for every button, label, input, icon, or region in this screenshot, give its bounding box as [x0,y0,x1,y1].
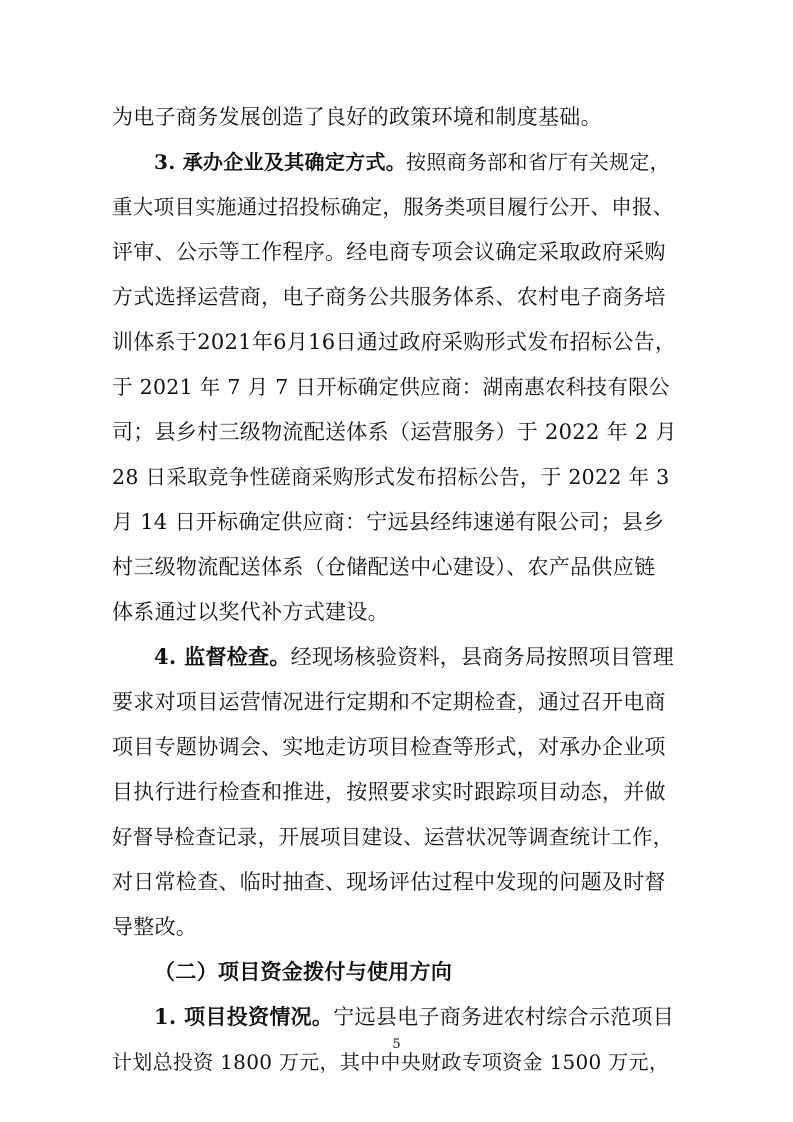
text-line-2: 3. 承办企业及其确定方式。按照商务部和省厅有关规定， [154,150,670,174]
section-heading-1: 1. 项目投资情况。 [154,1004,334,1029]
section-heading-3: 3. 承办企业及其确定方式。 [154,150,407,174]
text-line-19: 导整改。 [112,915,198,939]
page-number: 5 [392,1037,401,1052]
text-line-4: 评审、公示等工作程序。经电商专项会议确定采取政府采购 [112,240,666,264]
text-line-16: 目执行进行检查和推进，按照要求实时跟踪项目动态，并做 [112,780,666,804]
text-line-3: 重大项目实施通过招投标确定，服务类项目履行公开、申报、 [112,195,674,219]
text-line-10: 月 14 日开标确定供应商：宁远县经纬速递有限公司；县乡 [112,510,665,534]
text-line-13: 4. 监督检查。经现场核验资料，县商务局按照项目管理 [154,644,675,669]
subsection-heading-2: （二）项目资金拨付与使用方向 [154,959,453,984]
text-line-6: 训体系于2021年6月16日通过政府采购形式发布招标公告， [112,330,677,354]
text-line-9: 28 日采取竞争性磋商采购形式发布招标公告，于 2022 年 3 [112,465,670,489]
text-line-12: 体系通过以奖代补方式建设。 [112,600,389,624]
text-line-8: 司；县乡村三级物流配送体系（运营服务）于 2022 年 2 月 [112,420,677,444]
text-line-5: 方式选择运营商，电子商务公共服务体系、农村电子商务培 [112,285,666,309]
section-heading-4: 4. 监督检查。 [154,644,291,669]
text-line-11: 村三级物流配送体系（仓储配送中心建设）、农产品供应链 [112,555,656,579]
text-line-1: 为电子商务发展创造了良好的政策环境和制度基础。 [112,105,602,129]
text-line-15: 项目专题协调会、实地走访项目检查等形式，对承办企业项 [112,735,666,759]
text-line-17: 好督导检查记录，开展项目建设、运营状况等调查统计工作， [112,825,674,849]
text-line-18: 对日常检查、临时抽查、现场评估过程中发现的问题及时督 [112,870,666,894]
text-line-14: 要求对项目运营情况进行定期和不定期检查，通过召开电商 [112,690,666,714]
text-line-20 [154,954,682,990]
text-line-7: 于 2021 年 7 月 7 日开标确定供应商：湖南惠农科技有限公 [112,375,670,399]
text-line-21: 1. 项目投资情况。宁远县电子商务进农村综合示范项目 [154,1004,675,1029]
text-line-22: 计划总投资 1800 万元，其中中央财政专项资金 1500 万元， [112,1050,670,1074]
